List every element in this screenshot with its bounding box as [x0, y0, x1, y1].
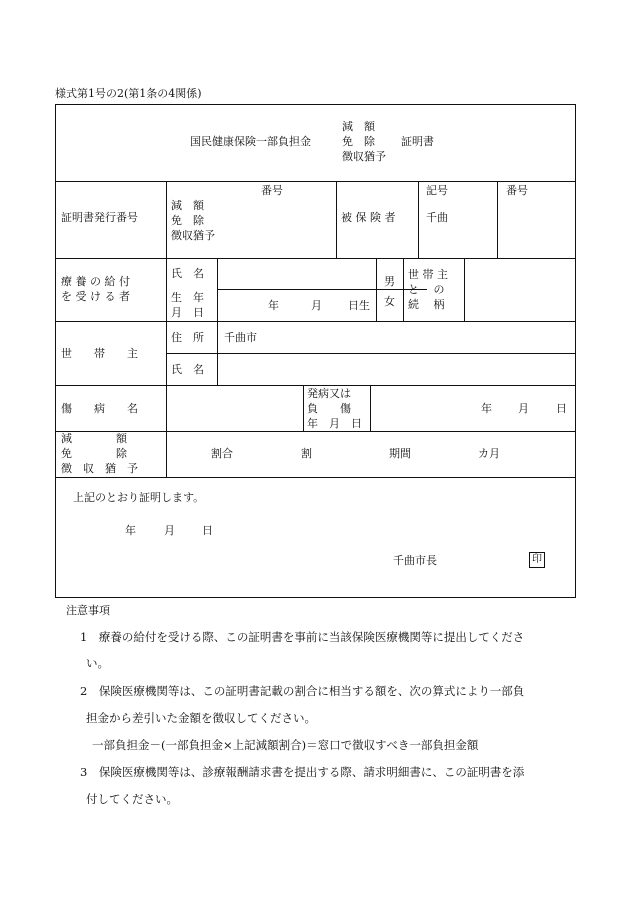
col-divider	[217, 258, 218, 385]
note-3-cont: 付してください。	[86, 792, 178, 806]
symbol-label: 記号	[426, 184, 448, 197]
cert-year: 年	[125, 524, 136, 537]
ratio-label: 割合	[211, 447, 233, 460]
household-head-label: 世 帯 主	[61, 347, 138, 360]
option-label: 徴収猶予	[171, 229, 215, 242]
onset-label: 発病又は 負 傷 年 月 日	[307, 387, 362, 430]
col-divider	[303, 385, 304, 431]
gender-male: 男	[384, 275, 395, 288]
row-divider	[166, 353, 575, 354]
birth-day: 日生	[348, 299, 370, 312]
household-name-label: 氏 名	[171, 363, 204, 376]
symbol-value: 千曲	[426, 211, 448, 224]
relation-label: 世 帯 主 と の 続 柄	[408, 268, 448, 311]
period-label: 期間	[389, 447, 411, 460]
row-divider	[217, 289, 427, 290]
cert-month: 月	[164, 524, 175, 537]
note-1: 1 療養の給付を受ける際、この証明書を事前に当該保険医療機関等に提出してくださ	[80, 630, 525, 644]
name-label: 氏 名	[171, 267, 204, 280]
number-label: 番号	[261, 184, 283, 197]
header-option: 免 除	[342, 135, 375, 148]
col-divider	[336, 181, 337, 259]
insured-number-label: 番号	[506, 184, 528, 197]
address-value: 千曲市	[224, 331, 257, 344]
header-suffix: 証明書	[401, 135, 434, 148]
seal-stamp: 印	[529, 552, 545, 568]
header-option: 徴収猶予	[342, 150, 386, 163]
onset-day: 日	[556, 402, 567, 415]
ratio-unit: 割	[301, 447, 312, 460]
row-divider	[56, 321, 575, 322]
period-unit: カ月	[478, 447, 500, 460]
onset-year: 年	[481, 402, 492, 415]
reduction-type-labels: 減 額 免 除 徴 収 猶 予	[61, 432, 138, 475]
cert-day: 日	[202, 524, 213, 537]
certificate-form	[55, 104, 576, 598]
header-name: 国民健康保険一部負担金	[190, 135, 311, 148]
cert-number-label: 証明書発行番号	[61, 211, 138, 224]
col-divider	[376, 258, 377, 322]
col-divider	[166, 181, 167, 477]
birth-month: 月	[311, 299, 322, 312]
note-1-cont: い。	[86, 656, 109, 670]
address-label: 住 所	[171, 331, 204, 344]
header-options	[342, 119, 386, 164]
reduction-options	[171, 198, 215, 243]
birth-year: 年	[268, 299, 279, 312]
col-divider	[497, 181, 498, 259]
issuer: 千曲市長	[393, 554, 437, 567]
certification-statement: 上記のとおり証明します。	[73, 491, 205, 504]
form-number-title: 様式第1号の2(第1条の4関係)	[55, 87, 202, 100]
col-divider	[464, 258, 465, 322]
header-option: 減 額	[342, 120, 375, 133]
birth-label: 生 年 月 日	[171, 291, 204, 319]
gender-female: 女	[384, 295, 395, 308]
illness-label: 傷 病 名	[61, 402, 138, 415]
note-formula: 一部負担金－(一部負担金×上記減額割合)＝窓口で徴収すべき一部負担金額	[92, 738, 479, 752]
note-3: 3 保険医療機関等は、診療報酬請求書を提出する際、請求明細書に、この証明書を添	[80, 765, 525, 779]
onset-month: 月	[518, 402, 529, 415]
note-2: 2 保険医療機関等は、この証明書記載の割合に相当する額を、次の算式により一部負	[80, 684, 525, 698]
recipient-label: 療 養 の 給 付 を 受 け る 者	[61, 275, 130, 303]
option-label: 減 額	[171, 199, 204, 212]
row-divider	[56, 477, 575, 478]
col-divider	[370, 385, 371, 431]
insured-label: 被 保 険 者	[341, 211, 396, 224]
col-divider	[418, 181, 419, 259]
col-divider	[403, 258, 404, 322]
notes-title: 注意事項	[66, 604, 110, 617]
note-2-cont: 担金から差引いた金額を徴収してください。	[86, 711, 316, 725]
option-label: 免 除	[171, 214, 204, 227]
